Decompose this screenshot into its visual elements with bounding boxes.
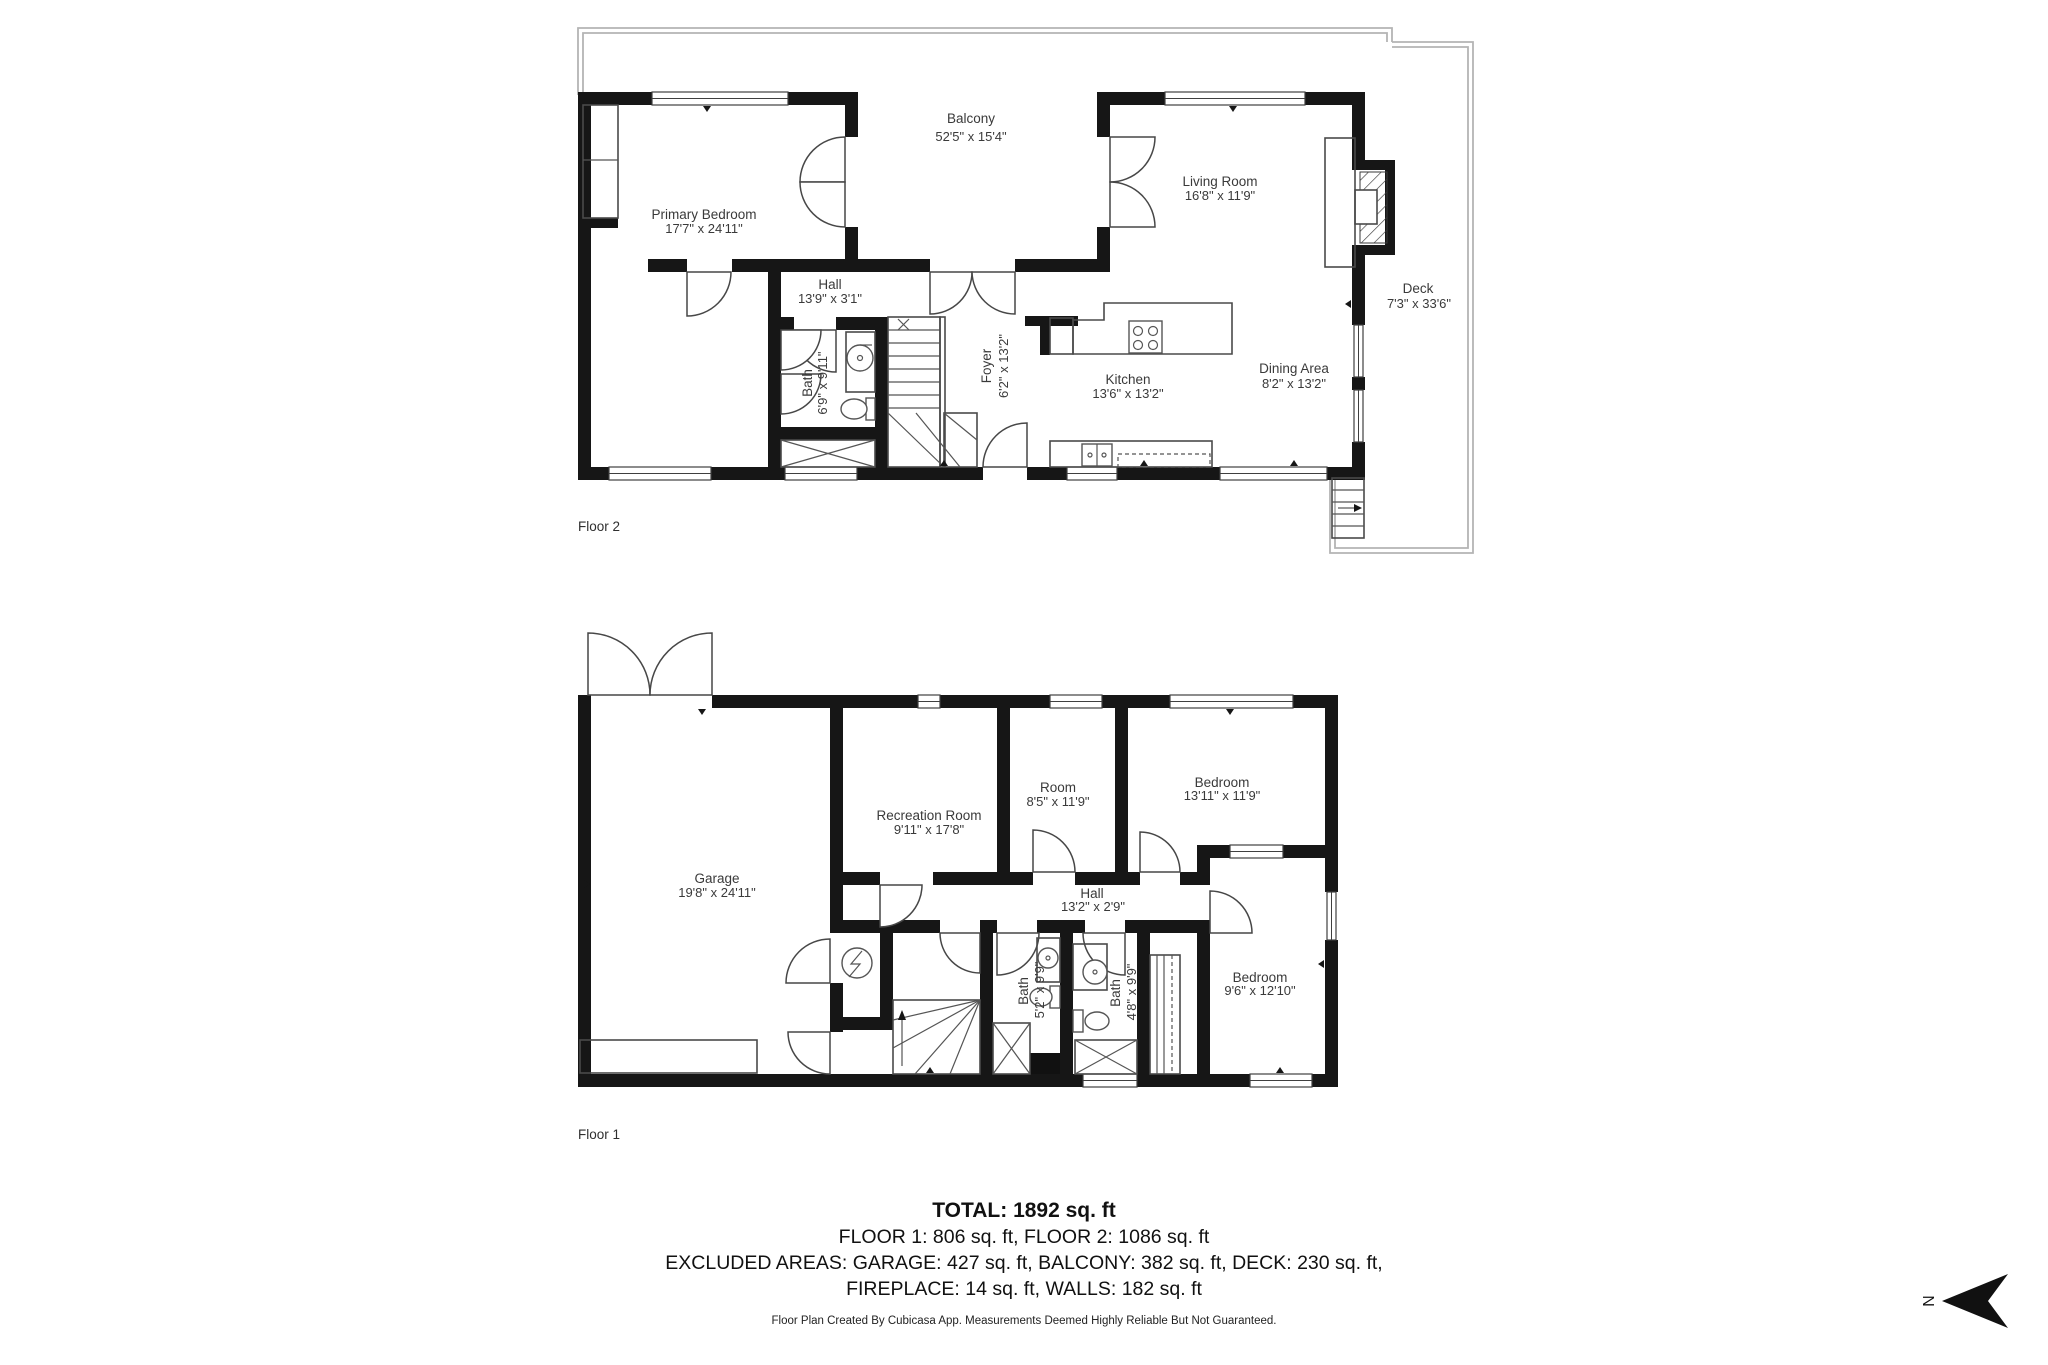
fireplace	[1352, 160, 1395, 255]
kitchen-island	[1073, 303, 1232, 354]
deck-stairs	[1332, 478, 1364, 538]
room-label-bath: Bath	[800, 369, 815, 397]
balcony-door	[800, 137, 845, 182]
balcony-door	[800, 182, 845, 227]
window	[1327, 892, 1336, 940]
entry-door	[972, 272, 1015, 314]
interior-door	[788, 1032, 830, 1074]
window	[1230, 845, 1283, 858]
room-label-balcony: Balcony	[946, 111, 996, 126]
window-seat	[1325, 138, 1355, 267]
bedroom2-closet	[1150, 955, 1180, 1074]
room-label-bedroom2: Bedroom	[1232, 970, 1288, 985]
room-label-dining: Dining Area	[1259, 361, 1329, 376]
dishwasher	[1118, 454, 1210, 467]
summary-excluded-1: EXCLUDED AREAS: GARAGE: 427 sq. ft, BALCONY: 382 sq. ft, DECK: 230 sq. ft,	[665, 1252, 1383, 1274]
bedroom-door	[687, 272, 731, 316]
stove	[1129, 321, 1162, 353]
window	[1354, 390, 1363, 442]
window	[918, 695, 940, 708]
room-dims-hall: 13'9" x 3'1"	[797, 291, 863, 306]
room-door	[1033, 830, 1075, 872]
north-label: N	[1919, 1295, 1936, 1307]
room-dims-room: 8'5" x 11'9"	[1026, 794, 1090, 809]
floor1-plan	[578, 633, 1338, 1142]
room-dims-garage: 19'8" x 24'11"	[678, 885, 756, 900]
bedroom-door	[1210, 891, 1252, 933]
room-label-living-room: Living Room	[1182, 174, 1258, 189]
summary-floors: FLOOR 1: 806 sq. ft, FLOOR 2: 1086 sq. ft	[838, 1226, 1210, 1248]
room-label-bedroom1: Bedroom	[1194, 775, 1250, 790]
window	[1067, 467, 1117, 480]
room-dims-balcony: 52'5" x 15'4"	[935, 129, 1007, 144]
room-dims-kitchen: 13'6" x 13'2"	[1092, 386, 1164, 401]
window	[652, 92, 788, 105]
toilet	[1085, 1012, 1109, 1030]
floor2-label: Floor 2	[578, 519, 621, 534]
room-label-bath1: Bath	[1016, 977, 1031, 1005]
balcony-outline	[578, 28, 1392, 95]
summary-disclaimer: Floor Plan Created By Cubicasa App. Measurements Deemed Highly Reliable But Not Guaranteed.	[771, 1315, 1277, 1327]
floor2-doors	[687, 137, 1155, 467]
room-dims-dining: 8'2" x 13'2"	[1261, 376, 1327, 391]
room-label-room: Room	[1039, 780, 1077, 795]
window	[1165, 92, 1305, 105]
room-dims-bedroom1: 13'11" x 11'9"	[1183, 788, 1261, 803]
floor1-label: Floor 1	[578, 1127, 621, 1142]
room-dims-hall: 13'2" x 2'9"	[1060, 899, 1126, 914]
garage-door	[588, 633, 650, 695]
room-dims-bath1: 5'2" x 9'9"	[1032, 961, 1047, 1019]
room-dims-living-room: 16'8" x 11'9"	[1184, 188, 1256, 203]
room-dims-bath: 6'9" x 9'11"	[815, 351, 830, 415]
summary-total: TOTAL: 1892 sq. ft	[932, 1199, 1116, 1222]
interior-door	[786, 939, 830, 983]
room-label-primary-bedroom: Primary Bedroom	[651, 207, 757, 222]
stair-door	[940, 933, 980, 973]
window	[1170, 695, 1293, 708]
room-dims-primary-bedroom: 17'7" x 24'11"	[665, 221, 743, 236]
room-dims-foyer: 6'2" x 13'2"	[996, 333, 1011, 399]
room-label-bath2: Bath	[1108, 979, 1123, 1007]
room-label-foyer: Foyer	[979, 348, 994, 384]
sink	[847, 345, 873, 371]
garage-workbench	[580, 1040, 757, 1073]
room-dims-deck: 7'3" x 33'6"	[1386, 296, 1452, 311]
floor2-stairs	[888, 317, 977, 467]
floor2-plan	[578, 28, 1473, 553]
window	[1083, 1074, 1137, 1087]
balcony-door	[1110, 182, 1155, 227]
balcony-door	[1110, 137, 1155, 182]
water-heater	[842, 948, 872, 978]
room-label-hall: Hall	[1080, 886, 1104, 901]
room-label-recreation: Recreation Room	[876, 808, 982, 823]
area-summary	[0, 1198, 2048, 1327]
room-label-deck: Deck	[1402, 281, 1434, 296]
summary-excluded-2: FIREPLACE: 14 sq. ft, WALLS: 182 sq. ft	[846, 1278, 1202, 1300]
window	[609, 467, 711, 480]
window	[1220, 467, 1327, 480]
toilet	[841, 399, 867, 419]
room-dims-bedroom2: 9'6" x 12'10"	[1224, 983, 1296, 998]
entry-door	[930, 272, 972, 314]
room-label-hall: Hall	[818, 277, 842, 292]
bedroom-door	[1140, 832, 1180, 872]
window	[1354, 325, 1363, 377]
sink	[1083, 960, 1107, 984]
window	[1250, 1074, 1312, 1087]
room-dims-recreation: 9'11" x 17'8"	[893, 822, 965, 837]
toilet-tank	[1073, 1010, 1083, 1032]
room-label-kitchen: Kitchen	[1105, 372, 1151, 387]
exterior-door	[983, 423, 1027, 467]
floor1-stairs	[893, 1000, 980, 1074]
wall-markers	[703, 106, 1351, 466]
room-dims-bath2: 4'8" x 9'9"	[1124, 963, 1139, 1021]
room-label-garage: Garage	[694, 871, 740, 886]
window	[1050, 695, 1102, 708]
window	[785, 467, 857, 480]
garage-door	[650, 633, 712, 695]
